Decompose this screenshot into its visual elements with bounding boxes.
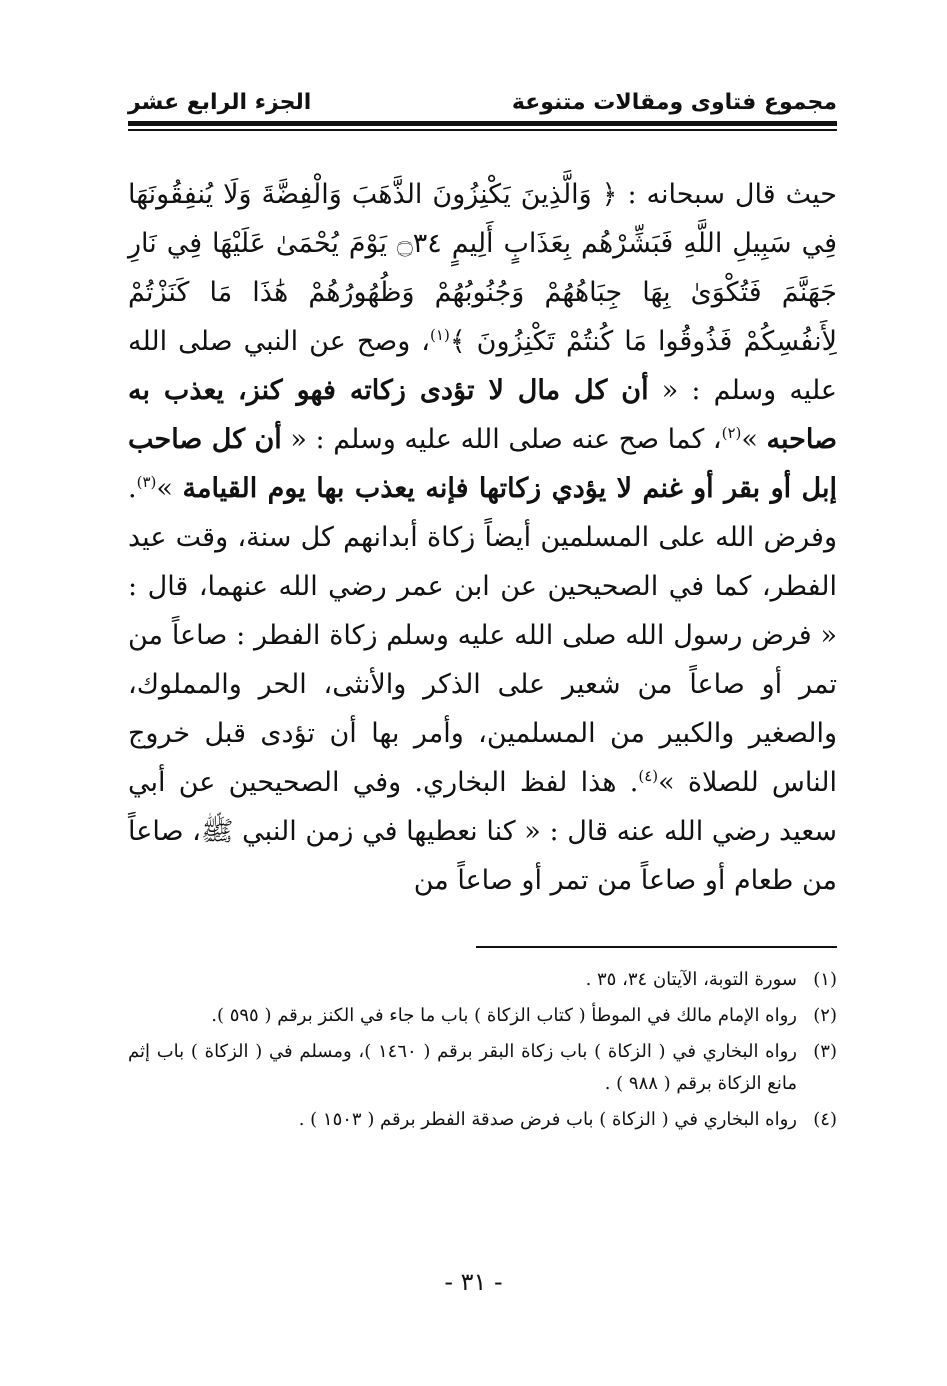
footnote-ref-2: (٢) [721, 424, 742, 442]
footnote-number: (٣) [813, 1041, 837, 1062]
footnote-number: (٢) [813, 1005, 837, 1026]
text-segment: » [741, 424, 767, 455]
hadith-bold: أن كل صاحب إبل أو بقر أو غنم لا يؤدي زكاتها فإنه يعذب بها يوم القيامة [128, 424, 837, 504]
page-header [128, 84, 837, 124]
footnote [128, 964, 837, 996]
footnote-text: سورة التوبة، الآيتان ٣٤، ٣٥ . [585, 969, 797, 990]
book-title: مجموع فتاوى ومقالات متنوعة [511, 90, 837, 115]
footnote-separator [476, 946, 837, 948]
header-rule-thin [128, 129, 837, 131]
text-segment: حيث قال سبحانه : ﴿ وَالَّذِينَ يَكْنِزُونَ الذَّهَبَ وَالْفِضَّةَ وَلَا يُنفِقُونَهَا فِي سَبِيلِ اللَّهِ فَبَشِّرْهُم بِعَذَابٍ أَلِيمٍ ۝٣٤ يَوْمَ يُحْمَىٰ عَلَيْهَا فِي نَارِ جَهَنَّمَ فَتُكْوَىٰ بِهَا جِبَاهُهُمْ وَجُنُوبُهُمْ وَظُهُورُهُمْ هَٰذَا مَا كَنَزْتُمْ لِأَنفُسِكُمْ فَذُوقُوا مَا كُنتُمْ تَكْنِزُونَ ﴾ [128, 179, 837, 357]
hadith-bold: أن كل مال لا تؤدى زكاته فهو كنز، يعذب به صاحبه [128, 375, 837, 455]
footnote-number: (٤) [813, 1109, 837, 1130]
footnote-text: رواه الإمام مالك في الموطأ ( كتاب الزكاة ) باب ما جاء في الكنز برقم ( ٥٩٥ ). [211, 1005, 797, 1026]
text-segment: ، كما صح عنه صلى الله عليه وسلم : « [281, 424, 722, 455]
footnote-ref-3: (٣) [136, 473, 157, 491]
footnote-ref-4: (٤) [638, 767, 659, 785]
page-number: - ٣١ - [444, 1268, 503, 1296]
footnote [128, 1104, 837, 1136]
footnote-ref-1: (١) [430, 326, 450, 344]
footnote [128, 1036, 837, 1100]
text-segment: . وفرض الله على المسلمين أيضاً زكاة أبدانهم كل سنة، وقت عيد الفطر، كما في الصحيحين عن ابن عمر رضي الله عنهما، قال : « فرض رسول الله صلى الله عليه وسلم زكاة الفطر : صاعاً من تمر أو صاعاً من شعير على الذكر والأنثى، الحر والمملوك، والصغير والكبير من المسلمين، وأمر بها أن تؤدى قبل خروج الناس للصلاة » [128, 473, 837, 798]
volume-title: الجزء الرابع عشر [128, 90, 312, 115]
footnote-text: رواه البخاري في ( الزكاة ) باب زكاة البقر برقم ( ١٤٦٠ )، ومسلم في ( الزكاة ) باب إثم مانع الزكاة برقم ( ٩٨٨ ) . [128, 1041, 797, 1094]
header-rule-thick [128, 121, 837, 126]
text-segment: » [156, 473, 183, 504]
text-segment: . هذا لفظ البخاري. وفي الصحيحين عن أبي سعيد رضي الله عنه قال : « كنا نعطيها في زمن النبي ﷺ، صاعاً من طعام أو صاعاً من تمر أو صاعاً من [128, 767, 837, 896]
footnotes [128, 964, 837, 1140]
text-segment: ، وصح عن النبي صلى الله عليه وسلم : « [128, 326, 837, 406]
footnote-text: رواه البخاري في ( الزكاة ) باب فرض صدقة الفطر برقم ( ١٥٠٣ ) . [298, 1109, 797, 1130]
main-text [128, 170, 837, 905]
footnote [128, 1000, 837, 1032]
footnote-number: (١) [813, 969, 837, 990]
